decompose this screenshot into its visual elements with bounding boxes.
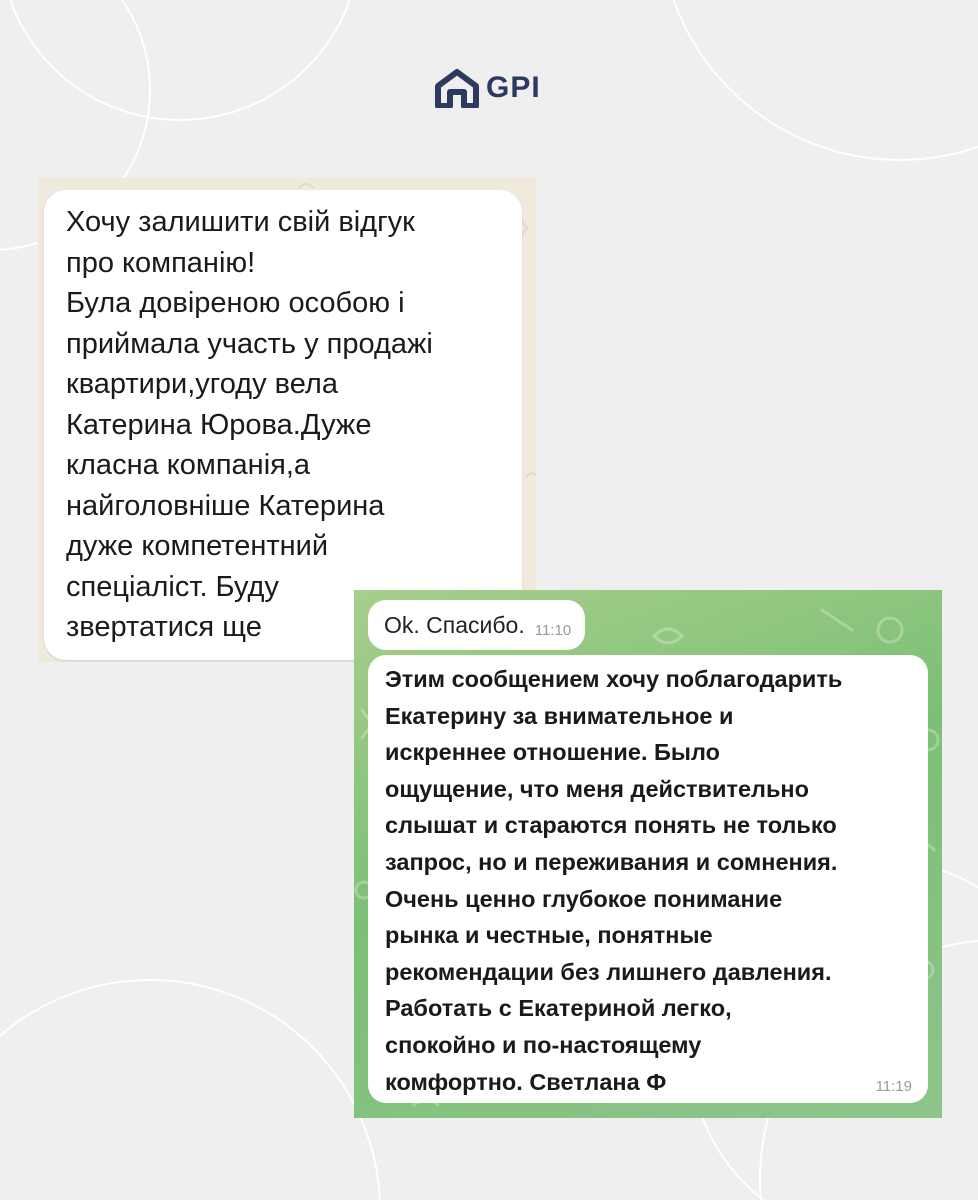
- review-text-ru: Этим сообщением хочу поблагодарить Екатерину за внимательное и искреннее отношение. Было ощущение, что меня действительно слышат и стараются понять не только запрос, но и переживания и сомнения. Очень ценно глубокое понимание рынка и честные, понятные рекомендации без лишнего давления. Работать с Екатериной легко, спокойно и по-настоящему комфортно. Светлана Ф: [385, 666, 843, 1095]
- message-timestamp: 11:19: [875, 1078, 912, 1095]
- reply-text: Ok. Спасибо.: [384, 611, 525, 638]
- house-logo-icon: [434, 68, 480, 108]
- brand-name: GPI: [486, 71, 541, 104]
- brand-logo: [434, 66, 541, 110]
- review-text-ua: Хочу залишити свій відгук про компанію! Була довіреною особою і приймала участь у продажі квартири,угоду вела Катерина Юрова.Дуже класна компанія,а найголовніше Катерина дуже компетентний спеціаліст. Буду звертатися ще: [66, 206, 433, 643]
- message-bubble-ru: [368, 655, 928, 1103]
- reply-timestamp: 11:10: [534, 621, 572, 639]
- reply-bubble: [368, 600, 585, 650]
